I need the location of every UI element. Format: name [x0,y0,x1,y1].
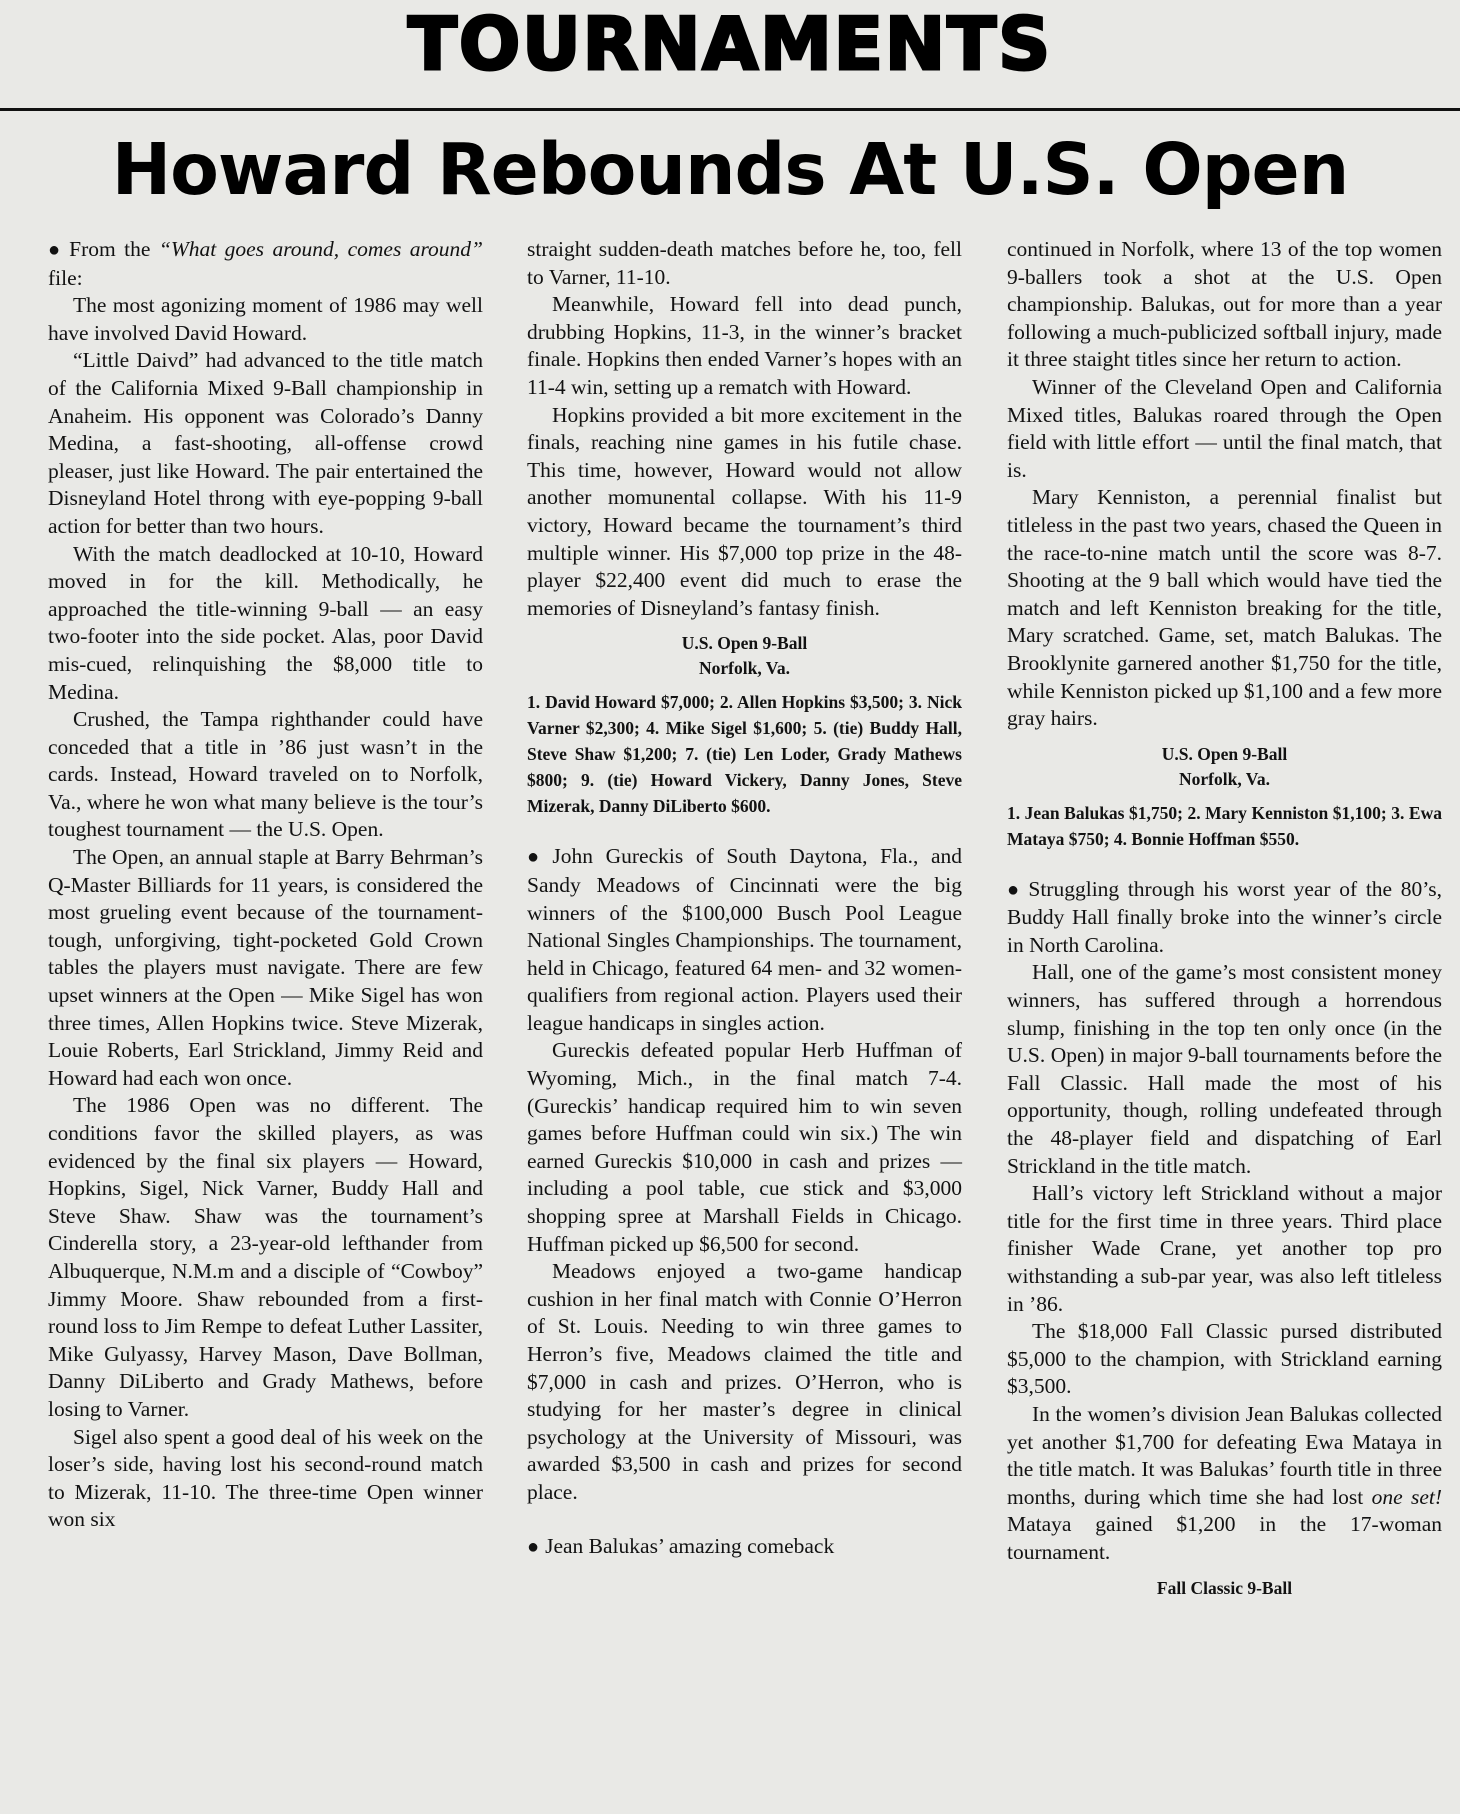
section-header [0,0,1460,111]
paragraph: Mary Kenniston, a perennial finalist but titleless in the past two years, chased the Queen in the race-to-nine match until the score was 8-7. Shooting at the 9 ball which would have tied the match and left Kenniston breaking for the title, Mary scratched. Game, set, match Balukas. The Brooklynite garnered another $1,750 for the title, while Kenniston picked up $1,100 and a few more gray hairs. [1007,485,1442,731]
article-column-3 [1007,236,1442,1601]
paragraph: The most agonizing moment of 1986 may well have involved David Howard. [48,293,483,345]
paragraph: continued in Norfolk, where 13 of the top women 9-ballers took a shot at the U.S. Open championship. Balukas, out for more than a year following a much-publicized softball injury, made it three staight titles since her return to action. [1007,237,1442,372]
results-location: Norfolk, Va. [699,658,790,679]
paragraph: Sigel also spent a good deal of his week on the loser’s side, having lost his second-round match to Mizerak, 11-10. The three-time Open winner won six [48,1424,483,1532]
article-column-2 [527,236,962,1561]
paragraph: straight sudden-death matches before he, too, fell to Varner, 11-10. [527,237,962,289]
bullet-icon: ● [48,239,64,261]
bullet-icon: ● [527,846,547,869]
paragraph: ● From the “What goes around, comes around” file: [48,237,484,290]
article-headline: Howard Rebounds At U.S. Open [111,128,1349,211]
paragraph: With the match deadlocked at 10-10, Howard moved in for the kill. Methodically, he approached the title-winning 9-ball — an easy two-footer into the side pocket. Alas, poor David mis-cued, relinquishing the $8,000 title to Medina. [48,541,483,704]
results-list: 1. David Howard $7,000; 2. Allen Hopkins $3,500; 3. Nick Varner $2,300; 4. Mike Sigel $1,600; 5. (tie) Buddy Hall, Steve Shaw $1,200; 7. (tie) Len Loder, Grady Mathews $800; 9. (tie) Howard Vickery, Danny Jones, Steve Mizerak, Danny DiLiberto $600. [527,692,962,817]
results-title: Fall Classic 9-Ball [1156,1577,1293,1598]
paragraph: Winner of the Cleveland Open and California Mixed titles, Balukas roared through the Open field with little effort — until the final match, that is. [1007,374,1442,482]
paragraph: ● Jean Balukas’ amazing comeback [527,1533,835,1558]
results-location: Norfolk, Va. [1179,768,1270,789]
results-box-header [1007,742,1442,792]
section-title: TOURNAMENTS [407,2,1053,86]
paragraph: ● John Gureckis of South Daytona, Fla., and Sandy Meadows of Cincinnati were the big winners of the $100,000 Busch Pool League National Singles Championships. The tournament, held in Chicago, featured 64 men- and 32 women-qualifiers from regional action. Players used their league handicaps in singles action. [527,844,962,1035]
paragraph: Hall’s victory left Strickland without a major title for the first time in three years. Third place finisher Wade Crane, yet another top pro withstanding a sub-par year, was also left titleless in ’86. [1007,1181,1442,1316]
paragraph: The Open, an annual staple at Barry Behrman’s Q-Master Billiards for 11 years, is considered the most grueling event because of the tournament-tough, unforgiving, tight-pocketed Gold Crown tables the players must navigate. There are few upset winners at the Open — Mike Sigel has won three times, Allen Hopkins twice. Steve Mizerak, Louie Roberts, Earl Strickland, Jimmy Reid and Howard had each won once. [48,845,483,1090]
results-list: 1. Jean Balukas $1,750; 2. Mary Kenniston $1,100; 3. Ewa Mataya $750; 4. Bonnie Hoffman $550. [1007,802,1442,849]
paragraph: Crushed, the Tampa righthander could have conceded that a title in ’86 just wasn’t in the cards. Instead, Howard traveled on to Norfolk, Va., where he won what many believe is the tour’s toughest tournament — the U.S. Open. [48,707,483,842]
paragraph: The $18,000 Fall Classic pursed distributed $5,000 to the champion, with Strickland earning $3,500. [1007,1319,1442,1399]
paragraph: Hopkins provided a bit more excitement in the finals, reaching nine games in his futile chase. This time, however, Howard would not allow another momunental collapse. With his 11-9 victory, Howard became the tournament’s third multiple winner. His $7,000 top prize in the 48-player $22,400 event did much to erase the memories of Disneyland’s fantasy finish. [527,402,962,620]
paragraph: Meadows enjoyed a two-game handicap cushion in her final match with Connie O’Herron of St. Louis. Needing to win three games to Herron’s five, Meadows claimed the title and $7,000 in cash and prizes. O’Herron, who is studying for her master’s degree in clinical psychology at the University of Missouri, was awarded $3,500 in cash and prizes for second place. [527,1259,962,1504]
bullet-icon: ● [1007,878,1023,901]
paragraph: Meanwhile, Howard fell into dead punch, drubbing Hopkins, 11-3, in the winner’s bracket finale. Hopkins then ended Varner’s hopes with an 11-4 win, setting up a rematch with Howard. [527,292,962,399]
article-column-1 [48,236,483,1534]
paragraph: Gureckis defeated popular Herb Huffman of Wyoming, Mich., in the final match 7-4. (Gureckis’ handicap required him to win seven games before Huffman could win six.) The win earned Gureckis $10,000 in cash and prizes — including a pool table, cue stick and $3,000 shopping spree at Marshall Fields in Chicago. Huffman picked up $6,500 for second. [527,1038,962,1256]
paragraph: ● Struggling through his worst year of the 80’s, Buddy Hall finally broke into the winner’s circle in North Carolina. [1007,876,1442,957]
results-title: U.S. Open 9-Ball [681,633,808,654]
paragraph: “Little Daivd” had advanced to the title match of the California Mixed 9-Ball championship in Anaheim. His opponent was Colorado’s Danny Medina, a fast-shooting, all-offense crowd pleaser, just like Howard. The pair entertained the Disneyland Hotel throng with eye-popping 9-ball action for better than two hours. [48,348,483,538]
results-title: U.S. Open 9-Ball [1161,743,1288,764]
paragraph: The 1986 Open was no different. The conditions favor the skilled players, as was evidenced by the final six players — Howard, Hopkins, Sigel, Nick Varner, Buddy Hall and Steve Shaw. Shaw was the tournament’s Cinderella story, a 23-year-old lefthander from Albuquerque, N.M.m and a disciple of “Cowboy” Jimmy Moore. Shaw rebounded from a first-round loss to Jim Rempe to defeat Luther Lassiter, Mike Gulyassy, Harvey Mason, Dave Bollman, Danny DiLiberto and Grady Mathews, before losing to Varner. [48,1093,483,1421]
paragraph: Hall, one of the game’s most consistent money winners, has suffered through a horrendous slump, finishing in the top ten only once (in the U.S. Open) in major 9-ball tournaments before the Fall Classic. Hall made the most of his opportunity, though, rolling undefeated through the 48-player field and dispatching of Earl Strickland in the title match. [1007,960,1442,1178]
results-box-header [527,631,962,681]
paragraph: In the women’s division Jean Balukas collected yet another $1,700 for defeating Ewa Mataya in the title match. It was Balukas’ fourth title in three months, during which time she had lost one set! Mataya gained $1,200 in the 17-woman tournament. [1007,1401,1442,1564]
bullet-icon: ● [527,1535,540,1558]
